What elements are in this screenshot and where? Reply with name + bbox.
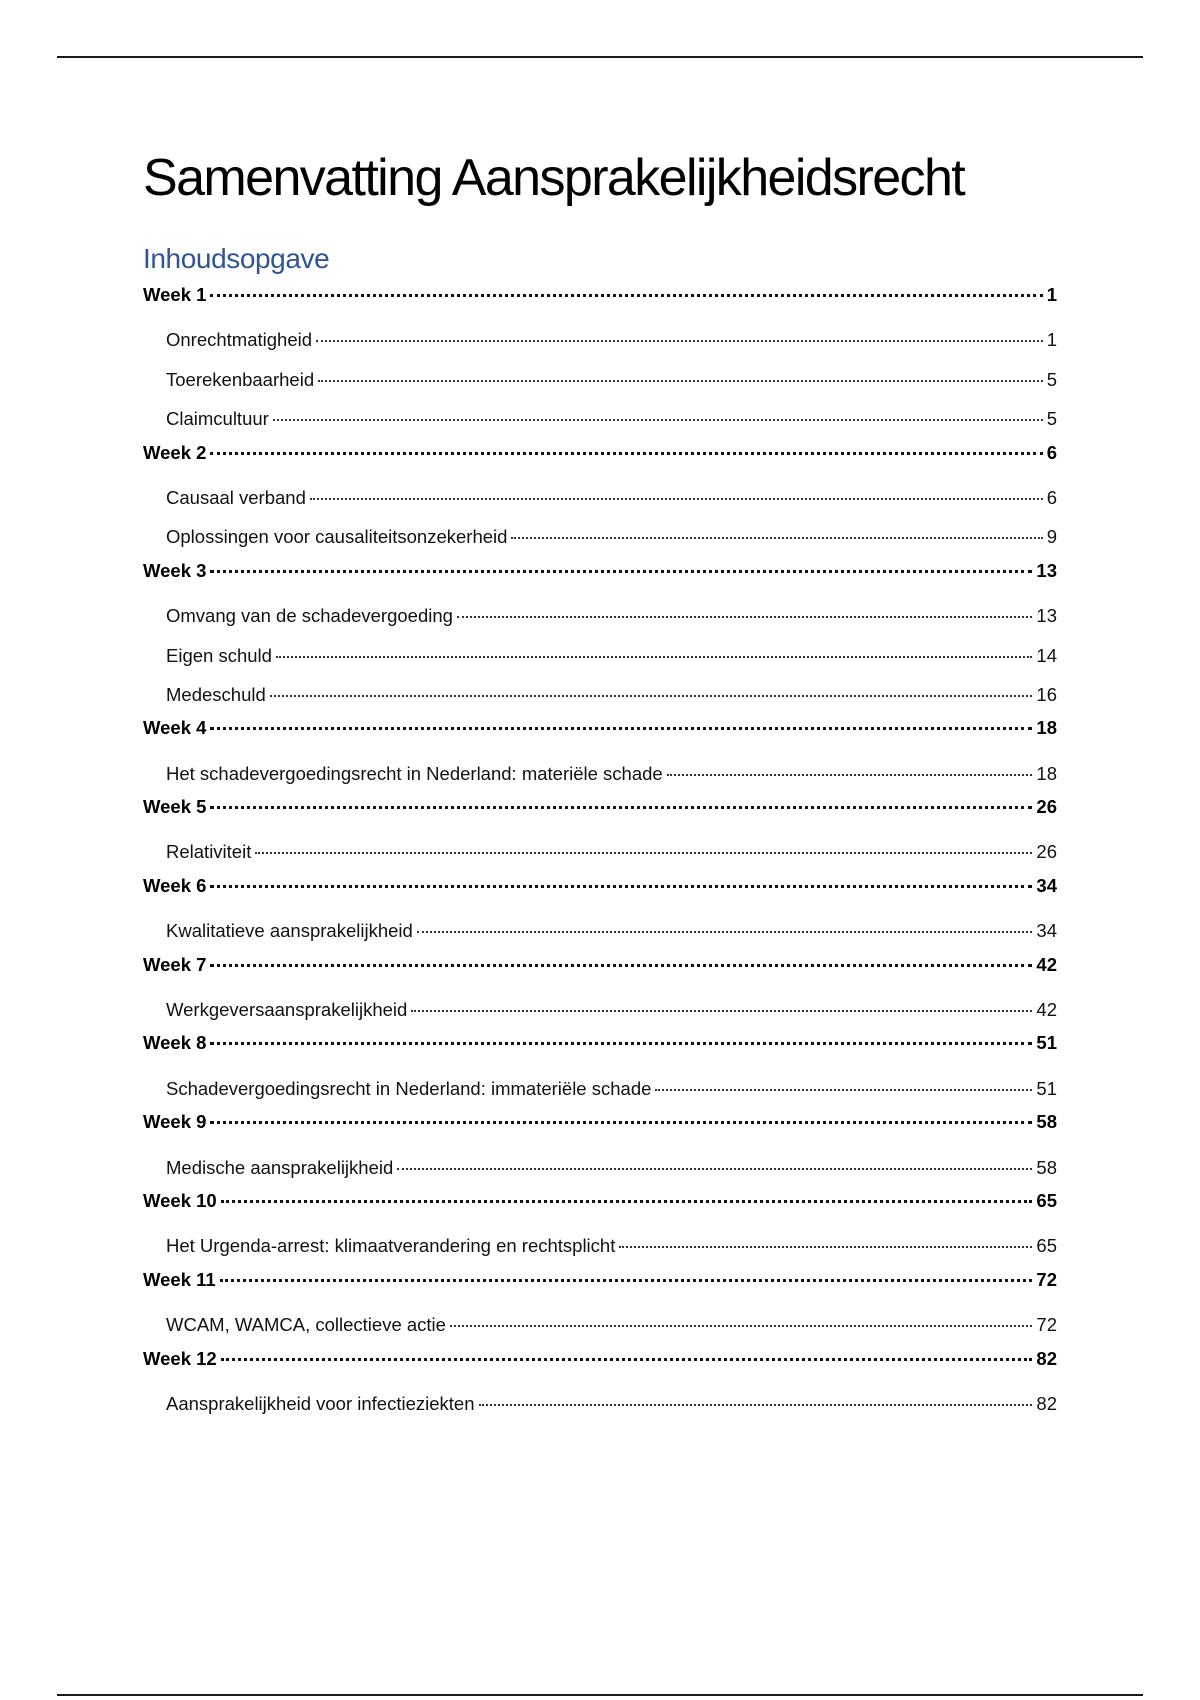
document-body (143, 140, 1057, 1422)
toc-entry-page-number: 42 (1036, 999, 1057, 1021)
toc-entry-week[interactable] (143, 556, 1057, 595)
toc-entry-page-number: 72 (1036, 1268, 1057, 1290)
toc-entry-topic[interactable] (143, 635, 1057, 674)
toc-dot-leader (417, 931, 1033, 933)
toc-entry-page-number: 16 (1036, 683, 1057, 705)
toc-dot-leader (221, 1358, 1033, 1361)
toc-dot-leader (210, 452, 1042, 455)
toc-entry-label: Oplossingen voor causaliteitsonzekerheid (166, 526, 508, 548)
toc-entry-week[interactable] (143, 438, 1057, 477)
toc-entry-page-number: 82 (1036, 1392, 1057, 1414)
toc-entry-page-number: 5 (1046, 368, 1057, 390)
toc-entry-label: Medeschuld (166, 683, 266, 705)
toc-dot-leader (457, 616, 1032, 618)
toc-entry-page-number: 6 (1046, 486, 1057, 508)
toc-entry-label: Aansprakelijkheid voor infectieziekten (166, 1392, 475, 1414)
toc-entry-topic[interactable] (143, 674, 1057, 713)
toc-entry-page-number: 5 (1046, 408, 1057, 430)
toc-dot-leader (210, 294, 1042, 297)
toc-entry-week[interactable] (143, 950, 1057, 989)
toc-entry-page-number: 42 (1036, 953, 1057, 975)
toc-entry-topic[interactable] (143, 910, 1057, 949)
toc-entry-label: Week 1 (143, 284, 207, 305)
toc-entry-label: Week 11 (143, 1268, 216, 1290)
toc-entry-label: Onrechtmatigheid (166, 329, 313, 351)
toc-entry-topic[interactable] (143, 1383, 1057, 1422)
toc-entry-page-number: 65 (1036, 1189, 1057, 1211)
toc-entry-label: Week 6 (143, 874, 207, 896)
toc-dot-leader (221, 1200, 1033, 1203)
toc-entry-label: Claimcultuur (166, 408, 269, 430)
toc-entry-label: Week 10 (143, 1189, 217, 1211)
toc-entry-label: Toerekenbaarheid (166, 368, 315, 390)
toc-entry-label: Eigen schuld (166, 644, 272, 666)
toc-entry-label: Causaal verband (166, 486, 306, 508)
footer-rule (57, 1694, 1143, 1696)
toc-dot-leader (270, 695, 1033, 697)
toc-entry-page-number: 34 (1036, 874, 1057, 896)
toc-entry-week[interactable] (143, 280, 1057, 319)
toc-entry-topic[interactable] (143, 516, 1057, 555)
toc-entry-page-number: 58 (1036, 1111, 1057, 1133)
toc-entry-label: Week 5 (143, 796, 207, 818)
toc-entry-page-number: 72 (1036, 1314, 1057, 1336)
toc-entry-page-number: 26 (1036, 841, 1057, 863)
toc-dot-leader (310, 498, 1043, 500)
toc-entry-page-number: 26 (1036, 796, 1057, 818)
toc-entry-page-number: 6 (1046, 441, 1057, 463)
toc-dot-leader (318, 380, 1043, 382)
toc-entry-label: Relativiteit (166, 841, 252, 863)
toc-entry-topic[interactable] (143, 1225, 1057, 1264)
toc-entry-label: Medische aansprakelijkheid (166, 1156, 394, 1178)
toc-entry-label: Week 12 (143, 1347, 217, 1369)
toc-dot-leader (276, 656, 1032, 658)
toc-entry-topic[interactable] (143, 1068, 1057, 1107)
toc-dot-leader (511, 537, 1042, 539)
toc-dot-leader (210, 885, 1032, 888)
header-rule (57, 56, 1143, 58)
document-title: Samenvatting Aansprakelijkheidsrecht (143, 149, 965, 207)
toc-entry-label: Week 8 (143, 1032, 207, 1054)
toc-dot-leader (619, 1246, 1032, 1248)
toc-entry-label: Week 9 (143, 1111, 207, 1133)
toc-entry-label: Week 3 (143, 559, 207, 581)
toc-entry-topic[interactable] (143, 753, 1057, 792)
toc-entry-page-number: 18 (1036, 762, 1057, 784)
toc-entry-page-number: 34 (1036, 920, 1057, 942)
toc-entry-topic[interactable] (143, 1304, 1057, 1343)
toc-entry-topic[interactable] (143, 1147, 1057, 1186)
toc-entry-week[interactable] (143, 1344, 1057, 1383)
toc-entry-page-number: 14 (1036, 644, 1057, 666)
toc-entry-topic[interactable] (143, 319, 1057, 358)
toc-entry-week[interactable] (143, 1265, 1057, 1304)
table-of-contents (143, 280, 1057, 1422)
toc-dot-leader (210, 1121, 1032, 1124)
toc-dot-leader (479, 1404, 1033, 1406)
toc-entry-label: Schadevergoedingsrecht in Nederland: immateriële schade (166, 1077, 652, 1099)
toc-entry-label: Week 2 (143, 441, 207, 463)
toc-entry-topic[interactable] (143, 398, 1057, 437)
toc-entry-page-number: 65 (1036, 1235, 1057, 1257)
toc-dot-leader (210, 806, 1032, 809)
toc-dot-leader (220, 1279, 1033, 1282)
toc-dot-leader (273, 419, 1043, 421)
toc-dot-leader (655, 1089, 1032, 1091)
toc-entry-label: Werkgeversaansprakelijkheid (166, 999, 408, 1021)
toc-dot-leader (210, 964, 1032, 967)
toc-entry-label: Week 4 (143, 717, 207, 739)
toc-entry-page-number: 13 (1036, 559, 1057, 581)
toc-dot-leader (210, 1042, 1032, 1045)
toc-entry-label: Het Urgenda-arrest: klimaatverandering en rechtsplicht (166, 1235, 616, 1257)
toc-entry-page-number: 1 (1046, 329, 1057, 351)
toc-entry-week[interactable] (143, 713, 1057, 752)
toc-entry-topic[interactable] (143, 989, 1057, 1028)
toc-entry-label: Het schadevergoedingsrecht in Nederland: materiële schade (166, 762, 663, 784)
toc-entry-week[interactable] (143, 1186, 1057, 1225)
toc-dot-leader (411, 1010, 1032, 1012)
toc-entry-label: WCAM, WAMCA, collectieve actie (166, 1314, 446, 1336)
toc-entry-label: Week 7 (143, 953, 207, 975)
toc-entry-week[interactable] (143, 1107, 1057, 1146)
toc-entry-topic[interactable] (143, 477, 1057, 516)
toc-entry-page-number: 13 (1036, 605, 1057, 627)
toc-entry-page-number: 58 (1036, 1156, 1057, 1178)
toc-entry-page-number: 18 (1036, 717, 1057, 739)
toc-dot-leader (255, 852, 1032, 854)
toc-entry-topic[interactable] (143, 595, 1057, 634)
toc-entry-topic[interactable] (143, 831, 1057, 870)
toc-entry-label: Omvang van de schadevergoeding (166, 605, 453, 627)
toc-dot-leader (450, 1325, 1032, 1327)
toc-entry-page-number: 51 (1036, 1077, 1057, 1099)
toc-entry-topic[interactable] (143, 359, 1057, 398)
toc-entry-week[interactable] (143, 792, 1057, 831)
toc-entry-label: Kwalitatieve aansprakelijkheid (166, 920, 413, 942)
toc-dot-leader (210, 570, 1032, 573)
toc-entry-week[interactable] (143, 1028, 1057, 1067)
toc-entry-week[interactable] (143, 871, 1057, 910)
toc-dot-leader (397, 1168, 1032, 1170)
toc-dot-leader (667, 774, 1033, 776)
toc-entry-page-number: 1 (1046, 284, 1057, 305)
toc-dot-leader (210, 727, 1032, 730)
toc-entry-page-number: 9 (1046, 526, 1057, 548)
toc-entry-page-number: 82 (1036, 1347, 1057, 1369)
toc-entry-page-number: 51 (1036, 1032, 1057, 1054)
toc-heading: Inhoudsopgave (143, 243, 330, 274)
toc-dot-leader (316, 340, 1043, 342)
